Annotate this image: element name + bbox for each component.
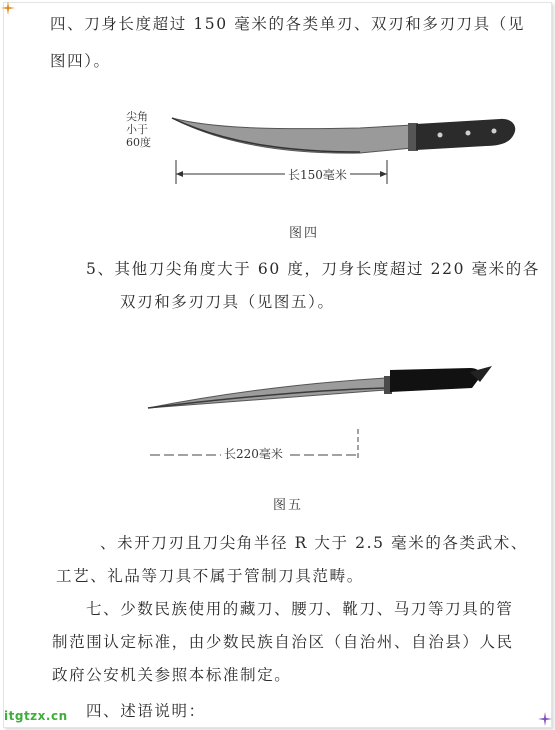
- corner-sparkle-icon: [538, 712, 552, 726]
- fig4-tip-label-line-1: 尖角: [126, 110, 148, 123]
- fig4-tip-label: [126, 110, 151, 149]
- body-line-8: 制范围认定标准，由少数民族自治区（自治州、自治县）人民: [52, 633, 514, 651]
- fig5-length-label: 长220毫米: [221, 445, 286, 462]
- fig5-handle: [390, 368, 480, 392]
- body-line-1: 四、刀身长度超过 150 毫米的各类单刃、双刃和多刃刀具（见: [50, 15, 525, 33]
- fig5-caption: 图五: [273, 498, 304, 513]
- fig4-blade: [172, 118, 412, 153]
- body-line-7: 七、少数民族使用的藏刀、腰刀、靴刀、马刀等刀具的管: [86, 600, 514, 618]
- fig4-caption: 图四: [289, 226, 320, 241]
- fig4-tip-label-line-2: 小于: [126, 123, 148, 136]
- body-line-5: 、未开刀刃且刀尖角半径 R 大于 2.5 毫米的各类武术、: [100, 534, 528, 552]
- watermark-logo: itgtzx.cn: [4, 709, 68, 723]
- fig4-rivet-3: [492, 129, 497, 134]
- fig4-dimension-line: [174, 158, 394, 188]
- body-line-9: 政府公安机关参照本标准制定。: [52, 666, 292, 684]
- fig4-length-label: 长150毫米: [285, 166, 350, 183]
- body-line-2: 图四）。: [50, 52, 111, 70]
- body-line-10: 四、述语说明：: [86, 702, 206, 720]
- corner-sparkle-icon: [1, 1, 15, 15]
- fig4-rivet-2: [466, 131, 471, 136]
- fig5-knife-illustration: [140, 360, 500, 420]
- fig4-rivet-1: [438, 133, 443, 138]
- fig4-tip-label-line-3: 60度: [126, 136, 151, 149]
- fig4-handle: [416, 119, 515, 150]
- body-line-4: 双刃和多刃刀具（见图五）。: [120, 293, 335, 311]
- body-line-3: 5、其他刀尖角度大于 60 度，刀身长度超过 220 毫米的各: [86, 260, 540, 278]
- body-line-6: 工艺、礼品等刀具不属于管制刀具范畴。: [56, 567, 364, 585]
